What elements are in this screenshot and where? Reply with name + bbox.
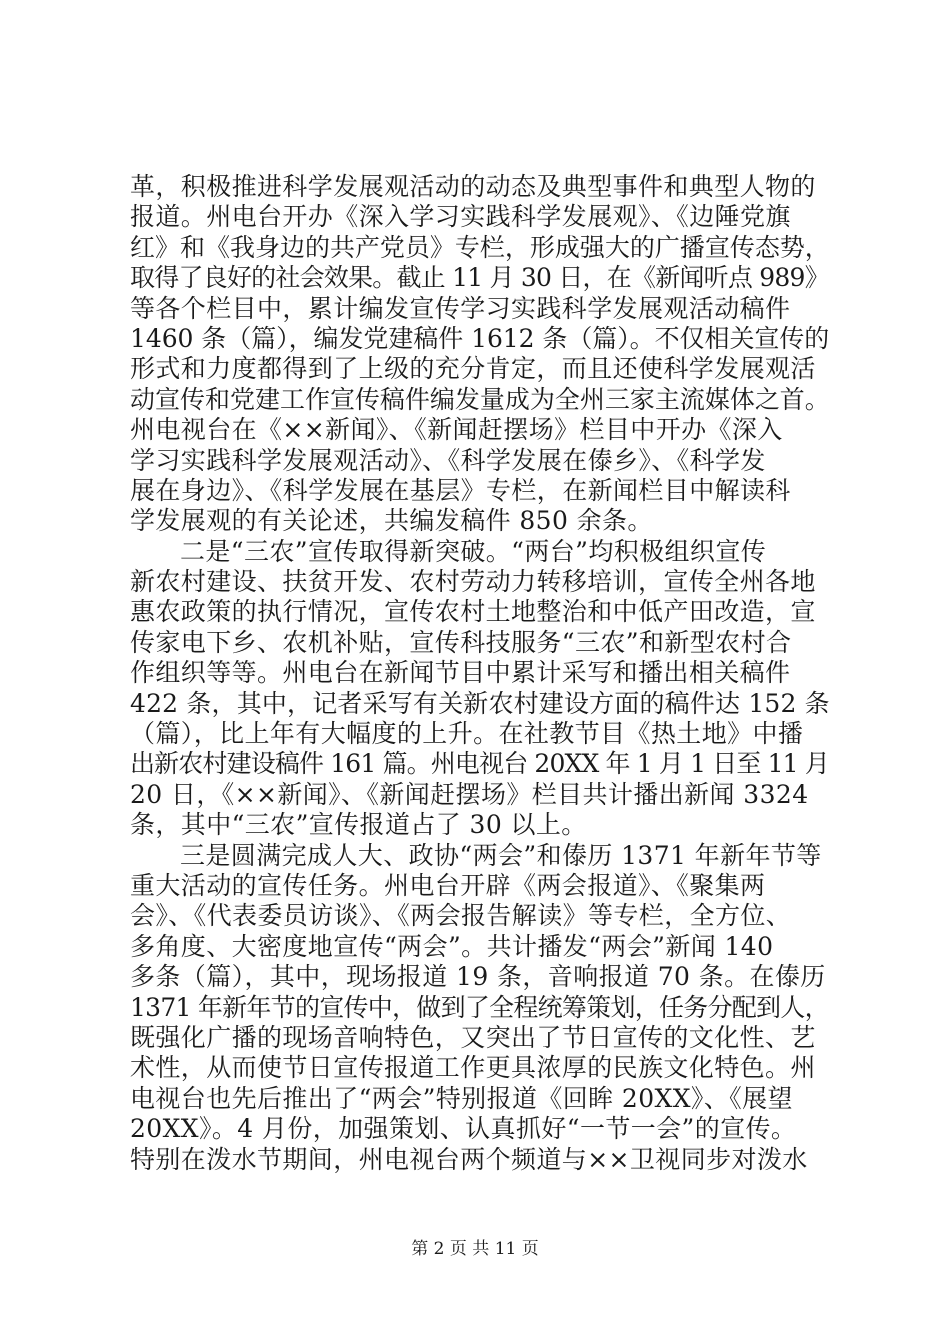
text-line: 重大活动的宣传任务。州电台开辟《两会报道》、《聚集两 <box>130 870 766 900</box>
text-line: （篇），比上年有大幅度的上升。在社教节目《热土地》中播 <box>130 719 804 749</box>
text-line: 三是圆满完成人大、政协“两会”和傣历 1371 年新年节等 <box>180 840 822 870</box>
text-line: 动宣传和党建工作宣传稿件编发量成为全州三家主流媒体之首。 <box>130 384 830 414</box>
page-number-footer: 第 2 页 共 11 页 <box>411 1239 539 1259</box>
text-line: 学发展观的有关论述，共编发稿件 850 余条。 <box>130 506 653 536</box>
text-line: 红》和《我身边的共产党员》专栏，形成强大的广播宣传态势， <box>130 232 830 262</box>
text-line: 等各个栏目中，累计编发宣传学习实践科学发展观活动稿件 <box>130 293 791 323</box>
text-line: 1460 条（篇），编发党建稿件 1612 条（篇）。不仅相关宣传的 <box>130 323 830 353</box>
text-line: 多条（篇），其中，现场报道 19 条，音响报道 70 条。在傣历 <box>130 962 826 992</box>
text-line: 会》、《代表委员访谈》、《两会报告解读》等专栏，全方位、 <box>130 901 792 931</box>
text-line: 传家电下乡、农机补贴，宣传科技服务“三农”和新型农村合 <box>130 627 792 657</box>
text-line: 20XX》。4 月份，加强策划、认真抓好“一节一会”的宣传。 <box>130 1114 797 1144</box>
text-line: 新农村建设、扶贫开发、农村劳动力转移培训，宣传全州各地 <box>130 567 816 597</box>
text-line: 20 日，《××新闻》、《新闻赶摆场》栏目共计播出新闻 3324 <box>130 779 809 809</box>
text-line: 取得了良好的社会效果。截止 11 月 30 日，在《新闻听点 989》 <box>130 263 829 293</box>
body-text <box>130 172 830 1175</box>
text-line: 报道。州电台开办《深入学习实践科学发展观》、《边陲党旗 <box>130 202 791 232</box>
text-line: 州电视台在《××新闻》、《新闻赶摆场》栏目中开办《深入 <box>130 415 783 445</box>
text-line: 既强化广播的现场音响特色，又突出了节日宣传的文化性、艺 <box>130 1022 816 1052</box>
text-line: 条，其中“三农”宣传报道占了 30 以上。 <box>130 810 587 840</box>
text-line: 作组织等等。州电台在新闻节目中累计采写和播出相关稿件 <box>130 658 791 688</box>
text-line: 惠农政策的执行情况，宣传农村土地整治和中低产田改造，宣 <box>130 597 816 627</box>
text-line: 展在身边》、《科学发展在基层》专栏，在新闻栏目中解读科 <box>130 475 791 505</box>
text-line: 多角度、大密度地宣传“两会”。共计播发“两会”新闻 140 <box>130 931 774 961</box>
text-line: 出新农村建设稿件 161 篇。州电视台 20XX 年 1 月 1 日至 11 月 <box>130 749 829 779</box>
text-line: 电视台也先后推出了“两会”特别报道《回眸 20XX》、《展望 <box>130 1083 793 1113</box>
text-line: 革，积极推进科学发展观活动的动态及典型事件和典型人物的 <box>130 172 816 201</box>
text-line: 形式和力度都得到了上级的充分肯定，而且还使科学发展观活 <box>130 354 816 384</box>
text-line: 1371 年新年节的宣传中，做到了全程统筹策划，任务分配到人， <box>130 992 829 1022</box>
text-line: 术性，从而使节日宣传报道工作更具浓厚的民族文化特色。州 <box>130 1053 816 1083</box>
text-line: 二是“三农”宣传取得新突破。“两台”均积极组织宣传 <box>180 536 767 566</box>
text-line: 学习实践科学发展观活动》、《科学发展在傣乡》、《科学发 <box>130 445 766 475</box>
text-line: 422 条，其中，记者采写有关新农村建设方面的稿件达 152 条 <box>130 688 830 718</box>
text-line: 特别在泼水节期间，州电视台两个频道与××卫视同步对泼水 <box>130 1144 808 1174</box>
